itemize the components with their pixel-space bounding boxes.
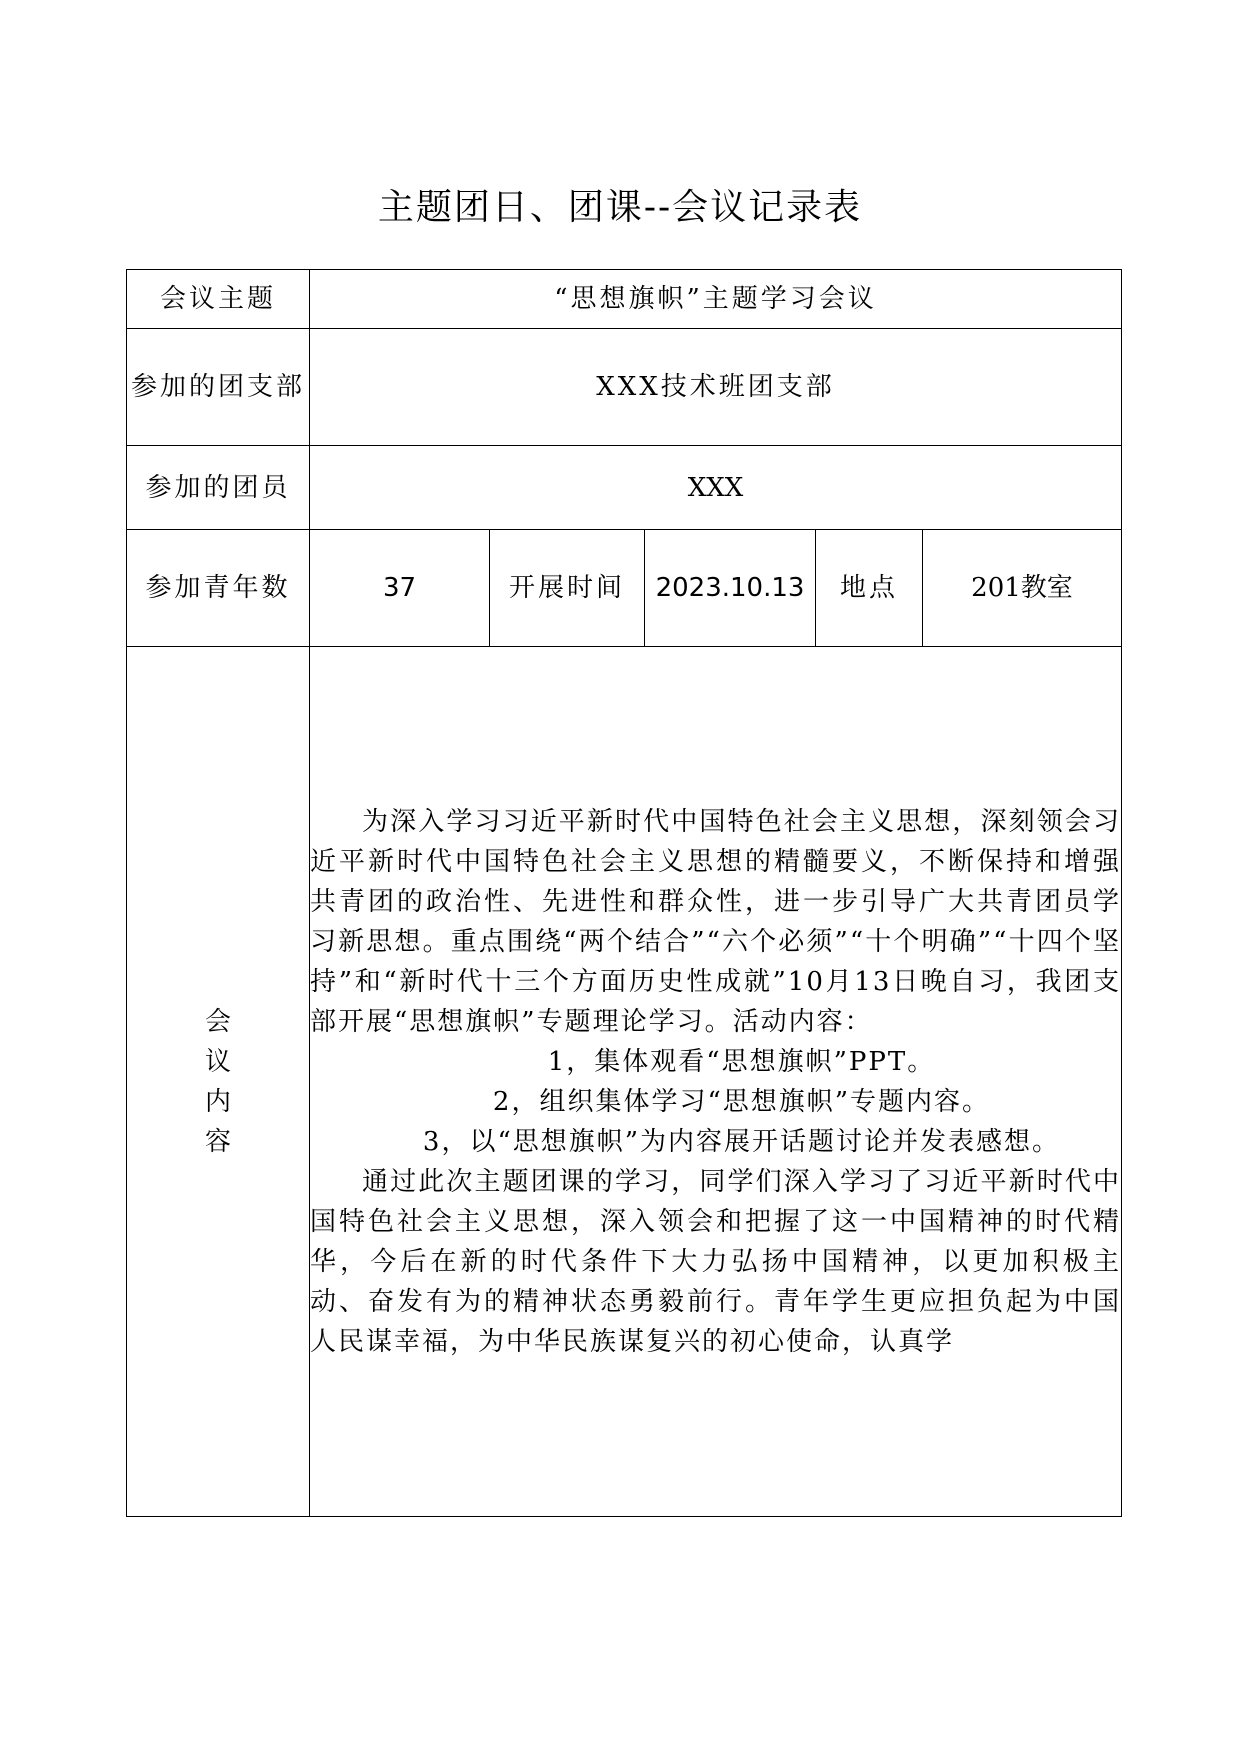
row-topic [127, 270, 1122, 329]
time-value: 2023.10.13 [645, 530, 816, 647]
content-list-item: 2，组织集体学习“思想旗帜”专题内容。 [492, 1086, 991, 1117]
content-list-item: 3，以“思想旗帜”为内容展开话题讨论并发表感想。 [422, 1126, 1061, 1157]
content-body [310, 647, 1122, 1517]
content-label-char: 议 [204, 1046, 231, 1077]
time-label: 开展时间 [490, 530, 645, 647]
youth-count-label: 参加青年数 [127, 530, 310, 647]
row-content [127, 647, 1122, 1517]
branch-value: XXX技术班团支部 [310, 329, 1122, 446]
location-label: 地点 [816, 530, 923, 647]
members-label: 参加的团员 [127, 446, 310, 530]
topic-label: 会议主题 [127, 270, 310, 329]
content-conclusion-paragraph: 通过此次主题团课的学习，同学们深入学习了习近平新时代中国特色社会主义思想，深入领会和把握了这一中国精神的时代精华，今后在新的时代条件下大力弘扬中国精神，以更加积极主动、奋发有为的精神状态勇毅前行。青年学生更应担负起为中国人民谋幸福，为中华民族谋复兴的初心使命，认真学 [310, 1166, 1121, 1357]
content-label-char: 会 [204, 1006, 231, 1037]
document-title: 主题团日、团课--会议记录表 [377, 187, 863, 228]
content-label-char: 容 [204, 1126, 231, 1157]
location-value: 201教室 [923, 530, 1122, 647]
topic-value: “思想旗帜”主题学习会议 [310, 270, 1122, 329]
members-value: XXX [310, 446, 1122, 530]
content-label-char: 内 [204, 1086, 231, 1117]
content-list-item: 1，集体观看“思想旗帜”PPT。 [547, 1046, 936, 1077]
row-members [127, 446, 1122, 530]
youth-count-value: 37 [310, 530, 490, 647]
branch-label: 参加的团支部 [127, 329, 310, 446]
content-intro-paragraph: 为深入学习习近平新时代中国特色社会主义思想，深刻领会习近平新时代中国特色社会主义思想的精髓要义，不断保持和增强共青团的政治性、先进性和群众性，进一步引导广大共青团员学习新思想。重点围绕“两个结合”“六个必须”“十个明确”“十四个坚持”和“新时代十三个方面历史性成就”10月13日晚自习，我团支部开展“思想旗帜”专题理论学习。活动内容： [310, 806, 1121, 1037]
meeting-record-table [126, 269, 1122, 1517]
row-branch [127, 329, 1122, 446]
row-details [127, 530, 1122, 647]
content-label [127, 647, 310, 1517]
